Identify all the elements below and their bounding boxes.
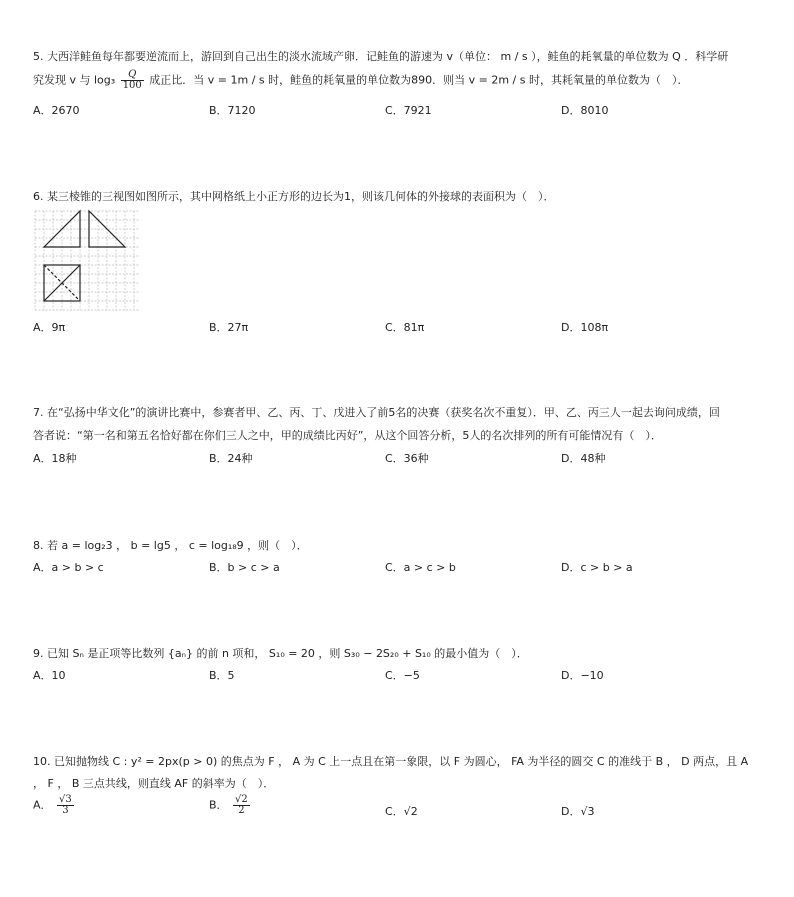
fraction-denominator: 100 [122, 80, 142, 91]
question-10-option-a[interactable] [33, 795, 76, 816]
question-6-option-d[interactable]: D．108π [561, 321, 609, 334]
question-10-line-2: ， F ， B 三点共线，则直线 AF 的斜率为（ ）． [33, 777, 275, 790]
question-10-option-b-label: B． [209, 798, 228, 812]
question-10-option-d[interactable]: D．√3 [561, 805, 595, 818]
question-9-option-a[interactable]: A．10 [33, 669, 66, 682]
question-7-option-b[interactable]: B．24种 [209, 452, 253, 465]
question-5-option-b[interactable]: B．7120 [209, 104, 256, 117]
three-view-grid-figure [33, 208, 143, 316]
question-5-option-d[interactable]: D．8010 [561, 104, 609, 117]
question-10 [33, 749, 768, 834]
question-5-option-a[interactable]: A．2670 [33, 104, 80, 117]
question-10-option-a-fraction [57, 795, 74, 816]
question-8-line-1: 8. 若 a = log₂3 ， b = lg5 ， c = log₁₈9 ，则（ ）． [33, 539, 308, 552]
question-5-line-2-b: 成正比．当 v = 1m / s 时，鲑鱼的耗氧量的单位数为890．则当 v = 2m / s 时，其耗氧量的单位数为（ ）． [149, 73, 689, 87]
question-8 [33, 533, 768, 578]
question-9-option-d[interactable]: D．−10 [561, 669, 604, 682]
question-6-line-1: 6. 某三棱锥的三视图如图所示，其中网格纸上小正方形的边长为1，则该几何体的外接球的表面积为（ ）． [33, 190, 555, 203]
question-10-option-a-label: A． [33, 798, 52, 812]
question-10-option-c[interactable]: C．√2 [385, 805, 418, 818]
question-9-line-1: 9. 已知 Sₙ 是正项等比数列 {aₙ} 的前 n 项和， S₁₀ = 20 ，则 S₃₀ − 2S₂₀ + S₁₀ 的最小值为（ ）． [33, 647, 528, 660]
question-8-option-c[interactable]: C．a > c > b [385, 561, 456, 574]
question-5 [33, 44, 768, 119]
question-7-line-1: 7. 在“弘扬中华文化”的演讲比赛中，参赛者甲、乙、丙、丁、戊进入了前5名的决赛（获奖名次不重复）．甲、乙、丙三人一起去询问成绩，回 [33, 406, 720, 419]
question-5-line-2-a: 究发现 v 与 log₃ [33, 73, 116, 87]
question-9 [33, 641, 768, 686]
question-5-option-c[interactable]: C．7921 [385, 104, 432, 117]
fraction-numerator: Q [121, 70, 144, 81]
question-7-option-a[interactable]: A．18种 [33, 452, 77, 465]
fraction-numerator: √3 [59, 794, 72, 805]
question-10-option-b[interactable] [209, 795, 252, 816]
question-8-option-d[interactable]: D．c > b > a [561, 561, 633, 574]
fraction-denominator: 3 [62, 805, 69, 816]
question-8-option-b[interactable]: B．b > c > a [209, 561, 280, 574]
question-10-line-1: 10. 已知抛物线 C : y² = 2px(p > 0) 的焦点为 F ， A 为 C 上一点且在第一象限，以 F 为圆心， FA 为半径的圆交 C 的准线于 B ， D 两点，且 A [33, 755, 749, 768]
question-5-line-2 [33, 70, 689, 91]
question-5-line-1: 5. 大西洋鲑鱼每年都要逆流而上，游回到自己出生的淡水流域产卵．记鲑鱼的游速为 v（单位： m / s ），鲑鱼的耗氧量的单位数为 Q ．科学研 [33, 50, 729, 63]
fraction-denominator: 2 [238, 805, 245, 816]
question-5-fraction [121, 70, 144, 91]
fraction-numerator: √2 [235, 794, 248, 805]
grid-lines [35, 211, 140, 310]
question-8-option-a[interactable]: A．a > b > c [33, 561, 104, 574]
question-7-option-d[interactable]: D．48种 [561, 452, 606, 465]
question-10-option-b-fraction [233, 795, 250, 816]
question-7 [33, 400, 768, 470]
question-7-option-c[interactable]: C．36种 [385, 452, 429, 465]
question-6-option-c[interactable]: C．81π [385, 321, 425, 334]
question-6 [33, 184, 768, 334]
question-9-option-b[interactable]: B．5 [209, 669, 235, 682]
question-6-option-a[interactable]: A．9π [33, 321, 66, 334]
question-7-line-2: 答者说：“第一名和第五名恰好都在你们三人之中，甲的成绩比丙好”，从这个回答分析，5人的名次排列的所有可能情况有（ ）． [33, 429, 662, 442]
question-6-option-b[interactable]: B．27π [209, 321, 249, 334]
question-9-option-c[interactable]: C．−5 [385, 669, 420, 682]
